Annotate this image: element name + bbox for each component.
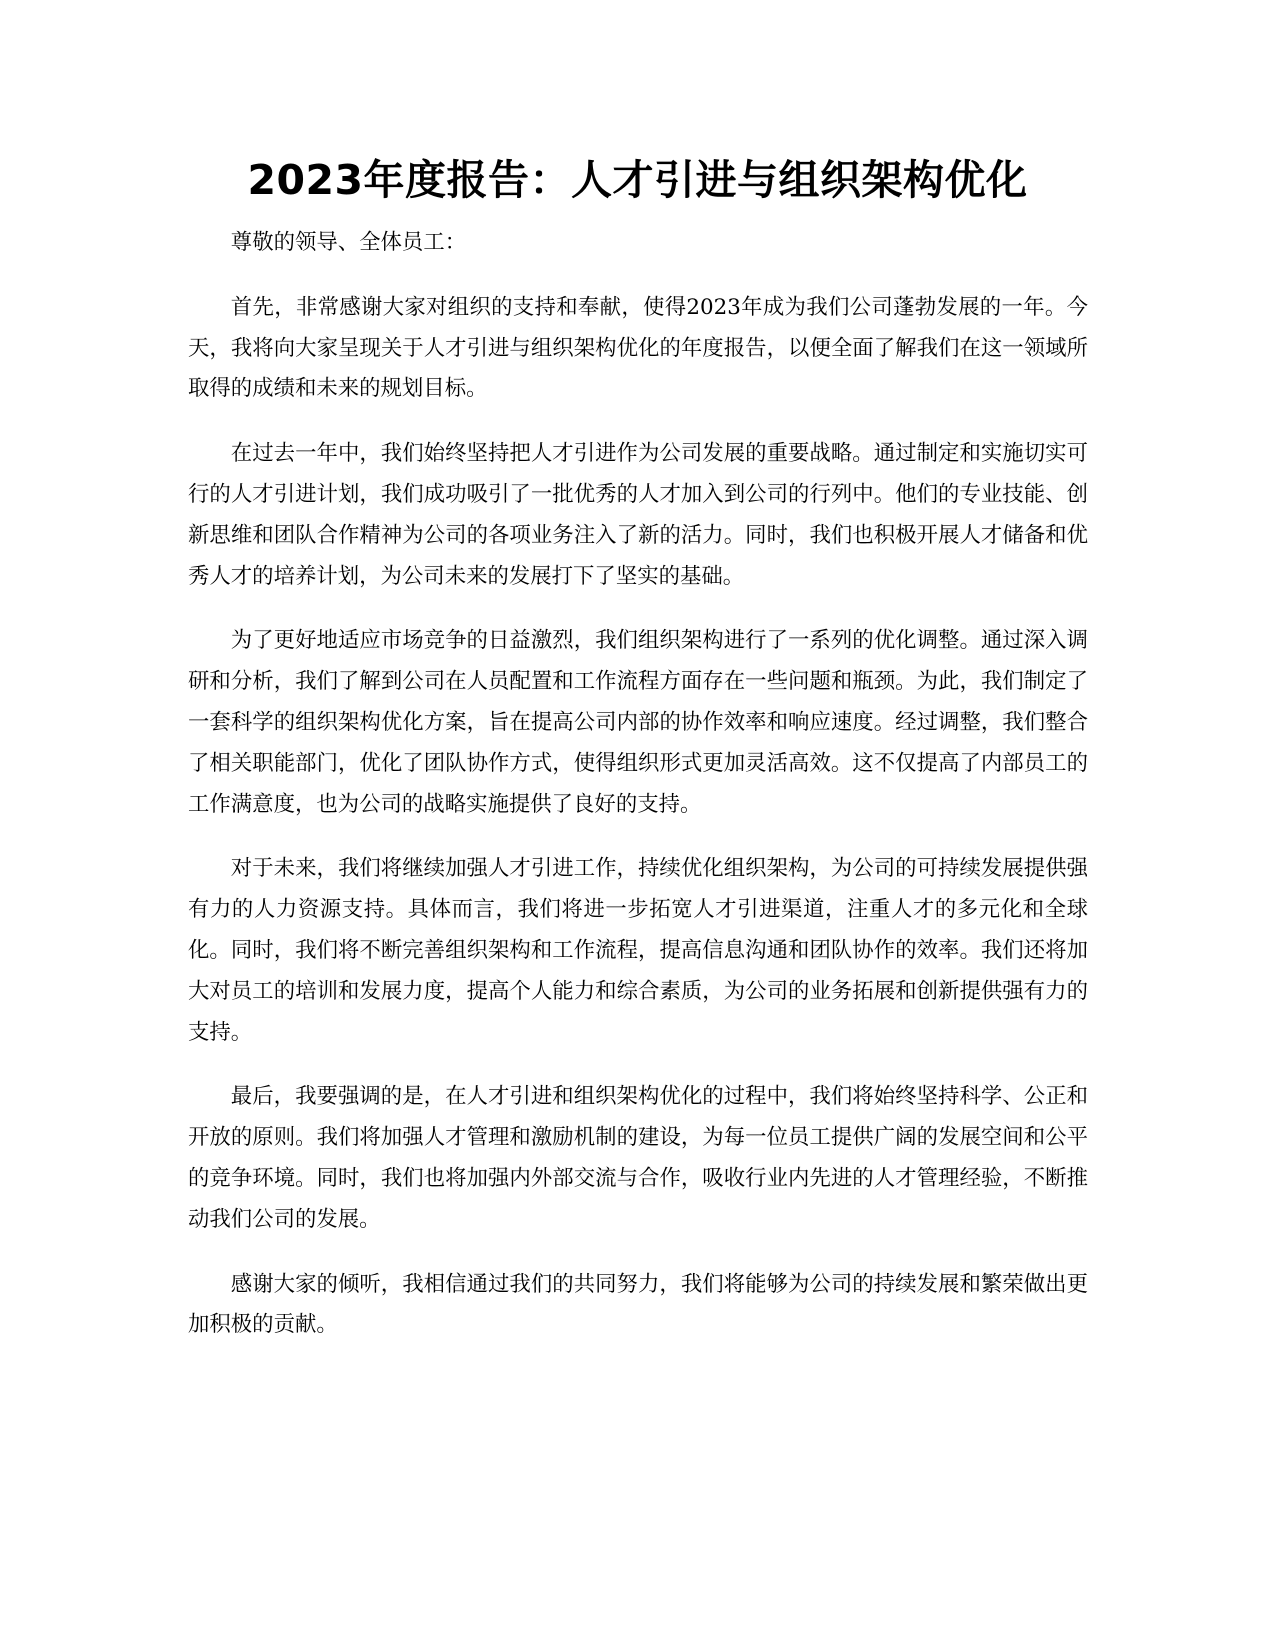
document-title: 2023年度报告：人才引进与组织架构优化 — [247, 156, 1028, 204]
paragraph-talent-recruitment: 在过去一年中，我们始终坚持把人才引进作为公司发展的重要战略。通过制定和实施切实可行的人才引进计划，我们成功吸引了一批优秀的人才加入到公司的行列中。他们的专业技能、创新思维和团队合作精神为公司的各项业务注入了新的活力。同时，我们也积极开展人才储备和优秀人才的培养计划，为公司未来的发展打下了坚实的基础。 — [188, 441, 1088, 589]
paragraph-future-plans: 对于未来，我们将继续加强人才引进工作，持续优化组织架构，为公司的可持续发展提供强有力的人力资源支持。具体而言，我们将进一步拓宽人才引进渠道，注重人才的多元化和全球化。同时，我们将不断完善组织架构和工作流程，提高信息沟通和团队协作的效率。我们还将加大对员工的培训和发展力度，提高个人能力和综合素质，为公司的业务拓展和创新提供强有力的支持。 — [188, 856, 1088, 1045]
document-body — [188, 223, 1088, 1370]
paragraph-principles: 最后，我要强调的是，在人才引进和组织架构优化的过程中，我们将始终坚持科学、公正和开放的原则。我们将加强人才管理和激励机制的建设，为每一位员工提供广阔的发展空间和公平的竞争环境。同时，我们也将加强内外部交流与合作，吸收行业内先进的人才管理经验，不断推动我们公司的发展。 — [188, 1084, 1088, 1232]
salutation: 尊敬的领导、全体员工： — [230, 230, 467, 255]
paragraph-intro: 首先，非常感谢大家对组织的支持和奉献，使得2023年成为我们公司蓬勃发展的一年。今天，我将向大家呈现关于人才引进与组织架构优化的年度报告，以便全面了解我们在这一领域所取得的成绩和未来的规划目标。 — [188, 294, 1088, 402]
paragraph-closing: 感谢大家的倾听，我相信通过我们的共同努力，我们将能够为公司的持续发展和繁荣做出更加积极的贡献。 — [188, 1271, 1088, 1338]
paragraph-org-optimization: 为了更好地适应市场竞争的日益激烈，我们组织架构进行了一系列的优化调整。通过深入调研和分析，我们了解到公司在人员配置和工作流程方面存在一些问题和瓶颈。为此，我们制定了一套科学的组织架构优化方案，旨在提高公司内部的协作效率和响应速度。经过调整，我们整合了相关职能部门，优化了团队协作方式，使得组织形式更加灵活高效。这不仅提高了内部员工的工作满意度，也为公司的战略实施提供了良好的支持。 — [188, 628, 1088, 817]
